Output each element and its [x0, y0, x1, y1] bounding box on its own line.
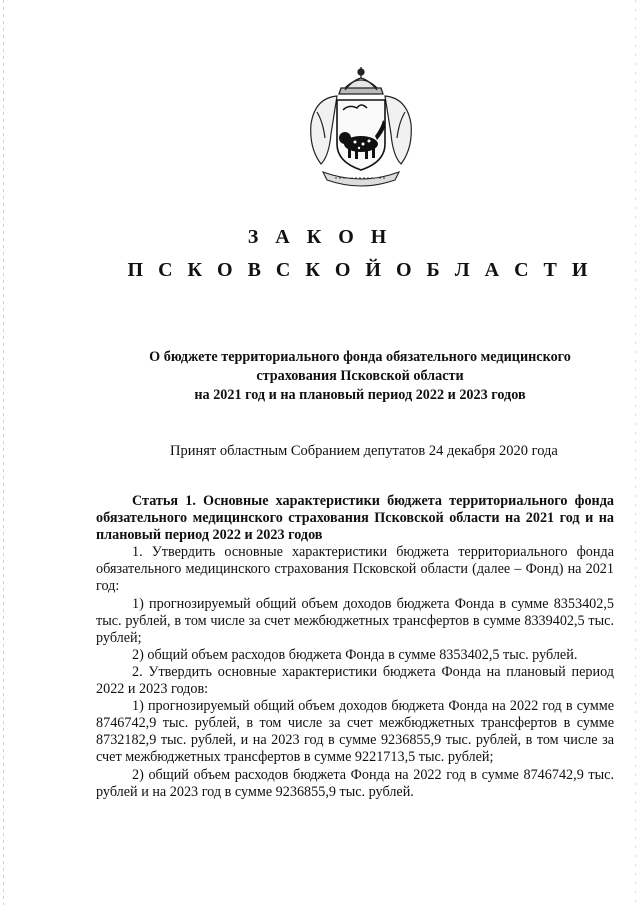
law-title: З А К О Н [247, 226, 393, 248]
region-title: П С К О В С К О Й О Б Л А С Т И [127, 259, 593, 281]
subject-line: О бюджете территориального фонда обязательного медицинского [149, 349, 571, 365]
scan-edge-left [3, 0, 4, 905]
subject-line: страхования Псковской области [256, 368, 464, 384]
paragraph: 2) общий объем расходов бюджета Фонда в сумме 8353402,5 тыс. рублей. [132, 646, 578, 663]
law-subject [100, 348, 620, 405]
article-heading: Статья 1. Основные характеристики бюджета территориального фонда обязательного медицинского страхования Псковской области на 2021 год и на плановый период 2022 и 2023 годов [96, 493, 614, 544]
subject-line: на 2021 год и на плановый период 2022 и 2023 годов [194, 387, 526, 403]
scan-edge-right [635, 0, 636, 905]
paragraph: 1) прогнозируемый общий объем доходов бюджета Фонда в сумме 8353402,5 тыс. рублей, в том числе за счет межбюджетных трансфертов в сумме 8339402,5 тыс. рублей; [96, 595, 614, 646]
coat-of-arms-emblem [303, 64, 419, 192]
paragraph: 1) прогнозируемый общий объем доходов бюджета Фонда на 2022 год в сумме 8746742,9 тыс. рублей, в том числе за счет межбюджетных трансфертов в сумме 8732182,9 тыс. рублей, и на 2023 год в сумме 9236855,9 тыс. рублей, в том числе за счет межбюджетных трансфертов в сумме 9221713,5 тыс. рублей; [96, 698, 614, 766]
paragraph: 1. Утвердить основные характеристики бюджета территориального фонда обязательного медицинского страхования Псковской области (далее – Фонд) на 2021 год: [96, 544, 614, 595]
adoption-date: Принят областным Собранием депутатов 24 декабря 2020 года [170, 443, 558, 459]
paragraph: 2. Утвердить основные характеристики бюджета Фонда на плановый период 2022 и 2023 годов: [96, 663, 614, 698]
paragraph: 2) общий объем расходов бюджета Фонда на 2022 год в сумме 8746742,9 тыс. рублей и на 2023 год в сумме 9236855,9 тыс. рублей. [96, 766, 614, 800]
law-body [96, 493, 614, 801]
